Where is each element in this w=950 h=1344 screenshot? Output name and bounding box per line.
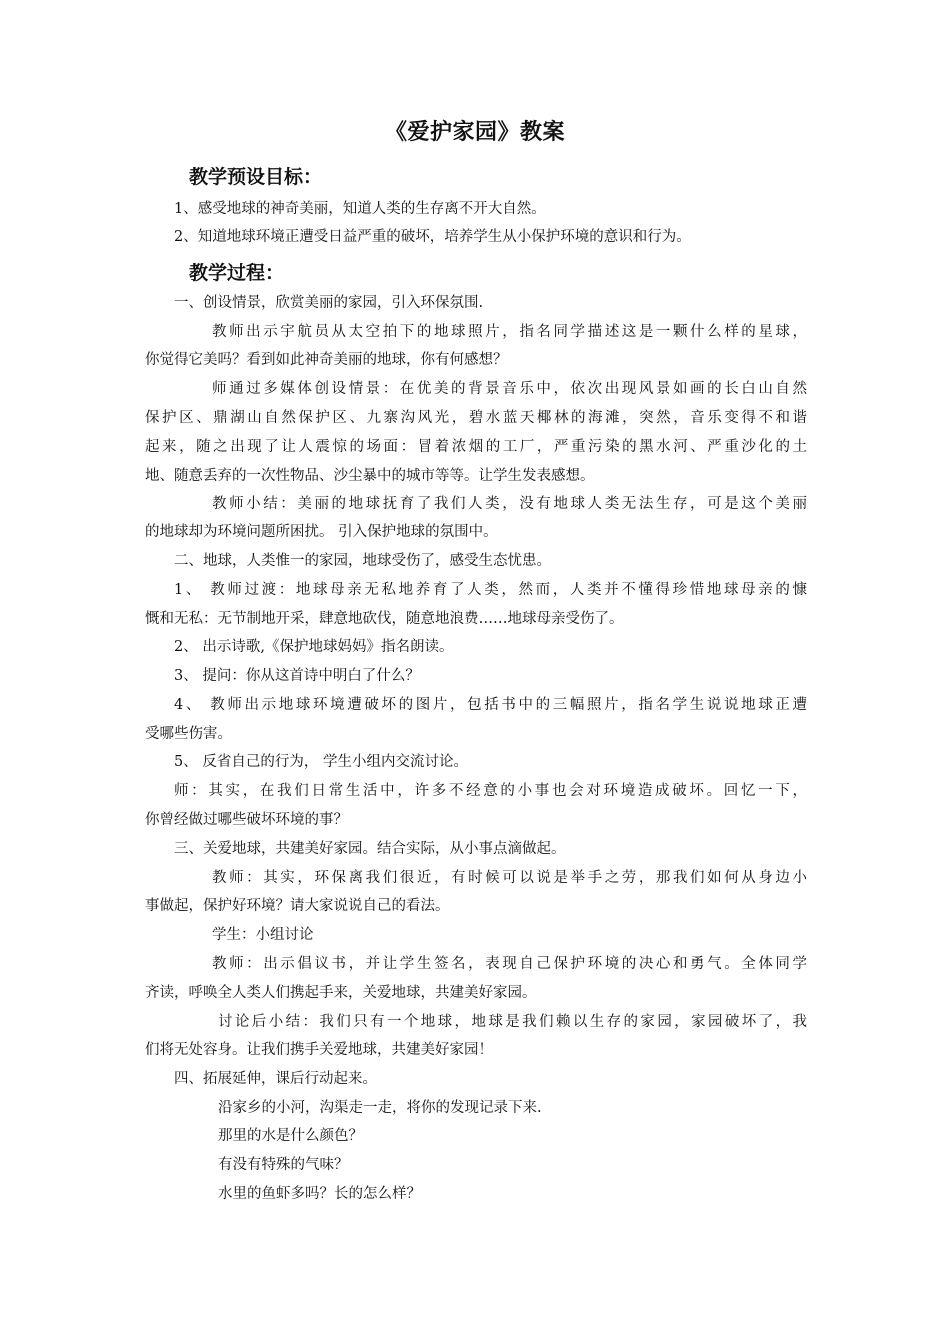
document-title: 《爱护家园》教案 [384, 120, 565, 145]
list-item: 1、 教师过渡：地球母亲无私地养育了人类，然而，人类并不懂得珍惜地球母亲的慷 [174, 582, 807, 598]
paragraph-line: 有没有特殊的气味？ [218, 1157, 349, 1173]
list-item: 3、 提问：你从这首诗中明白了什么？ [174, 668, 420, 684]
paragraph-line: 师通过多媒体创设情景：在优美的背景音乐中，依次出现风景如画的长白山自然 [212, 381, 807, 397]
process-heading: 教学过程： [189, 262, 285, 284]
paragraph-line: 教师出示宇航员从太空拍下的地球照片，指名同学描述这是一颗什么样的星球， [212, 324, 807, 340]
paragraph-line: 水里的鱼虾多吗？长的怎么样？ [218, 1186, 421, 1202]
section-heading-4: 四、拓展延伸，课后行动起来。 [174, 1071, 377, 1087]
paragraph-line: 学生：小组讨论 [212, 927, 314, 943]
paragraph-line: 师：其实，在我们日常生活中，许多不经意的小事也会对环境造成破坏。回忆一下， [174, 783, 807, 799]
goal-item-2: 2、知道地球环境正遭受日益严重的破坏，培养学生从小保护环境的意识和行为。 [174, 229, 691, 245]
paragraph-line: 起来，随之出现了让人震惊的场面：冒着浓烟的工厂，严重污染的黑水河、严重沙化的土 [145, 439, 807, 455]
paragraph-line: 们将无处容身。让我们携手关爱地球，共建美好家园！ [145, 1042, 493, 1058]
section-heading-3: 三、关爱地球，共建美好家园。结合实际，从小事点滴做起。 [174, 841, 566, 857]
paragraph-line: 保护区、鼎湖山自然保护区、九寨沟风光，碧水蓝天椰林的海滩，突然，音乐变得不和谐 [145, 410, 807, 426]
list-item: 5、 反省自己的行为， 学生小组内交流讨论。 [174, 754, 468, 770]
paragraph-line: 沿家乡的小河，沟渠走一走，将你的发现记录下来. [218, 1100, 542, 1116]
paragraph-line: 受哪些伤害。 [145, 726, 232, 742]
paragraph-line: 的地球却为环境问题所困扰。 引入保护地球的氛围中。 [145, 524, 498, 540]
paragraph-line: 教师：出示倡议书，并让学生签名，表现自己保护环境的决心和勇气。全体同学 [212, 956, 807, 972]
paragraph-line: 那里的水是什么颜色？ [218, 1128, 363, 1144]
section-heading-1: 一、创设情景，欣赏美丽的家园，引入环保氛围. [174, 295, 484, 311]
goals-heading: 教学预设目标： [189, 166, 323, 188]
paragraph-line: 你曾经做过哪些破坏环境的事？ [145, 812, 348, 828]
goal-item-1: 1、感受地球的神奇美丽，知道人类的生存离不开大自然。 [174, 201, 546, 217]
paragraph-line: 事做起，保护好环境？请大家说说自己的看法。 [145, 898, 450, 914]
list-item: 4、 教师出示地球环境遭破坏的图片，包括书中的三幅照片，指名学生说说地球正遭 [174, 697, 807, 713]
paragraph-line: 教师：其实，环保离我们很近，有时候可以说是举手之劳，那我们如何从身边小 [212, 870, 807, 886]
paragraph-line: 教师小结：美丽的地球抚育了我们人类，没有地球人类无法生存，可是这个美丽 [212, 496, 807, 512]
paragraph-line: 讨论后小结：我们只有一个地球，地球是我们赖以生存的家园，家园破坏了，我 [218, 1014, 807, 1030]
paragraph-line: 慨和无私：无节制地开采，肆意地砍伐，随意地浪费……地球母亲受伤了。 [145, 611, 624, 627]
list-item: 2、 出示诗歌,《保护地球妈妈》指名朗读。 [174, 639, 454, 655]
paragraph-line: 齐读，呼唤全人类人们携起手来，关爱地球，共建美好家园。 [145, 985, 537, 1001]
paragraph-line: 你觉得它美吗？看到如此神奇美丽的地球，你有何感想？ [145, 352, 508, 368]
section-heading-2: 二、地球，人类惟一的家园，地球受伤了，感受生态忧患。 [174, 553, 551, 569]
paragraph-line: 地、随意丢弃的一次性物品、沙尘暴中的城市等等。让学生发表感想。 [145, 468, 595, 484]
